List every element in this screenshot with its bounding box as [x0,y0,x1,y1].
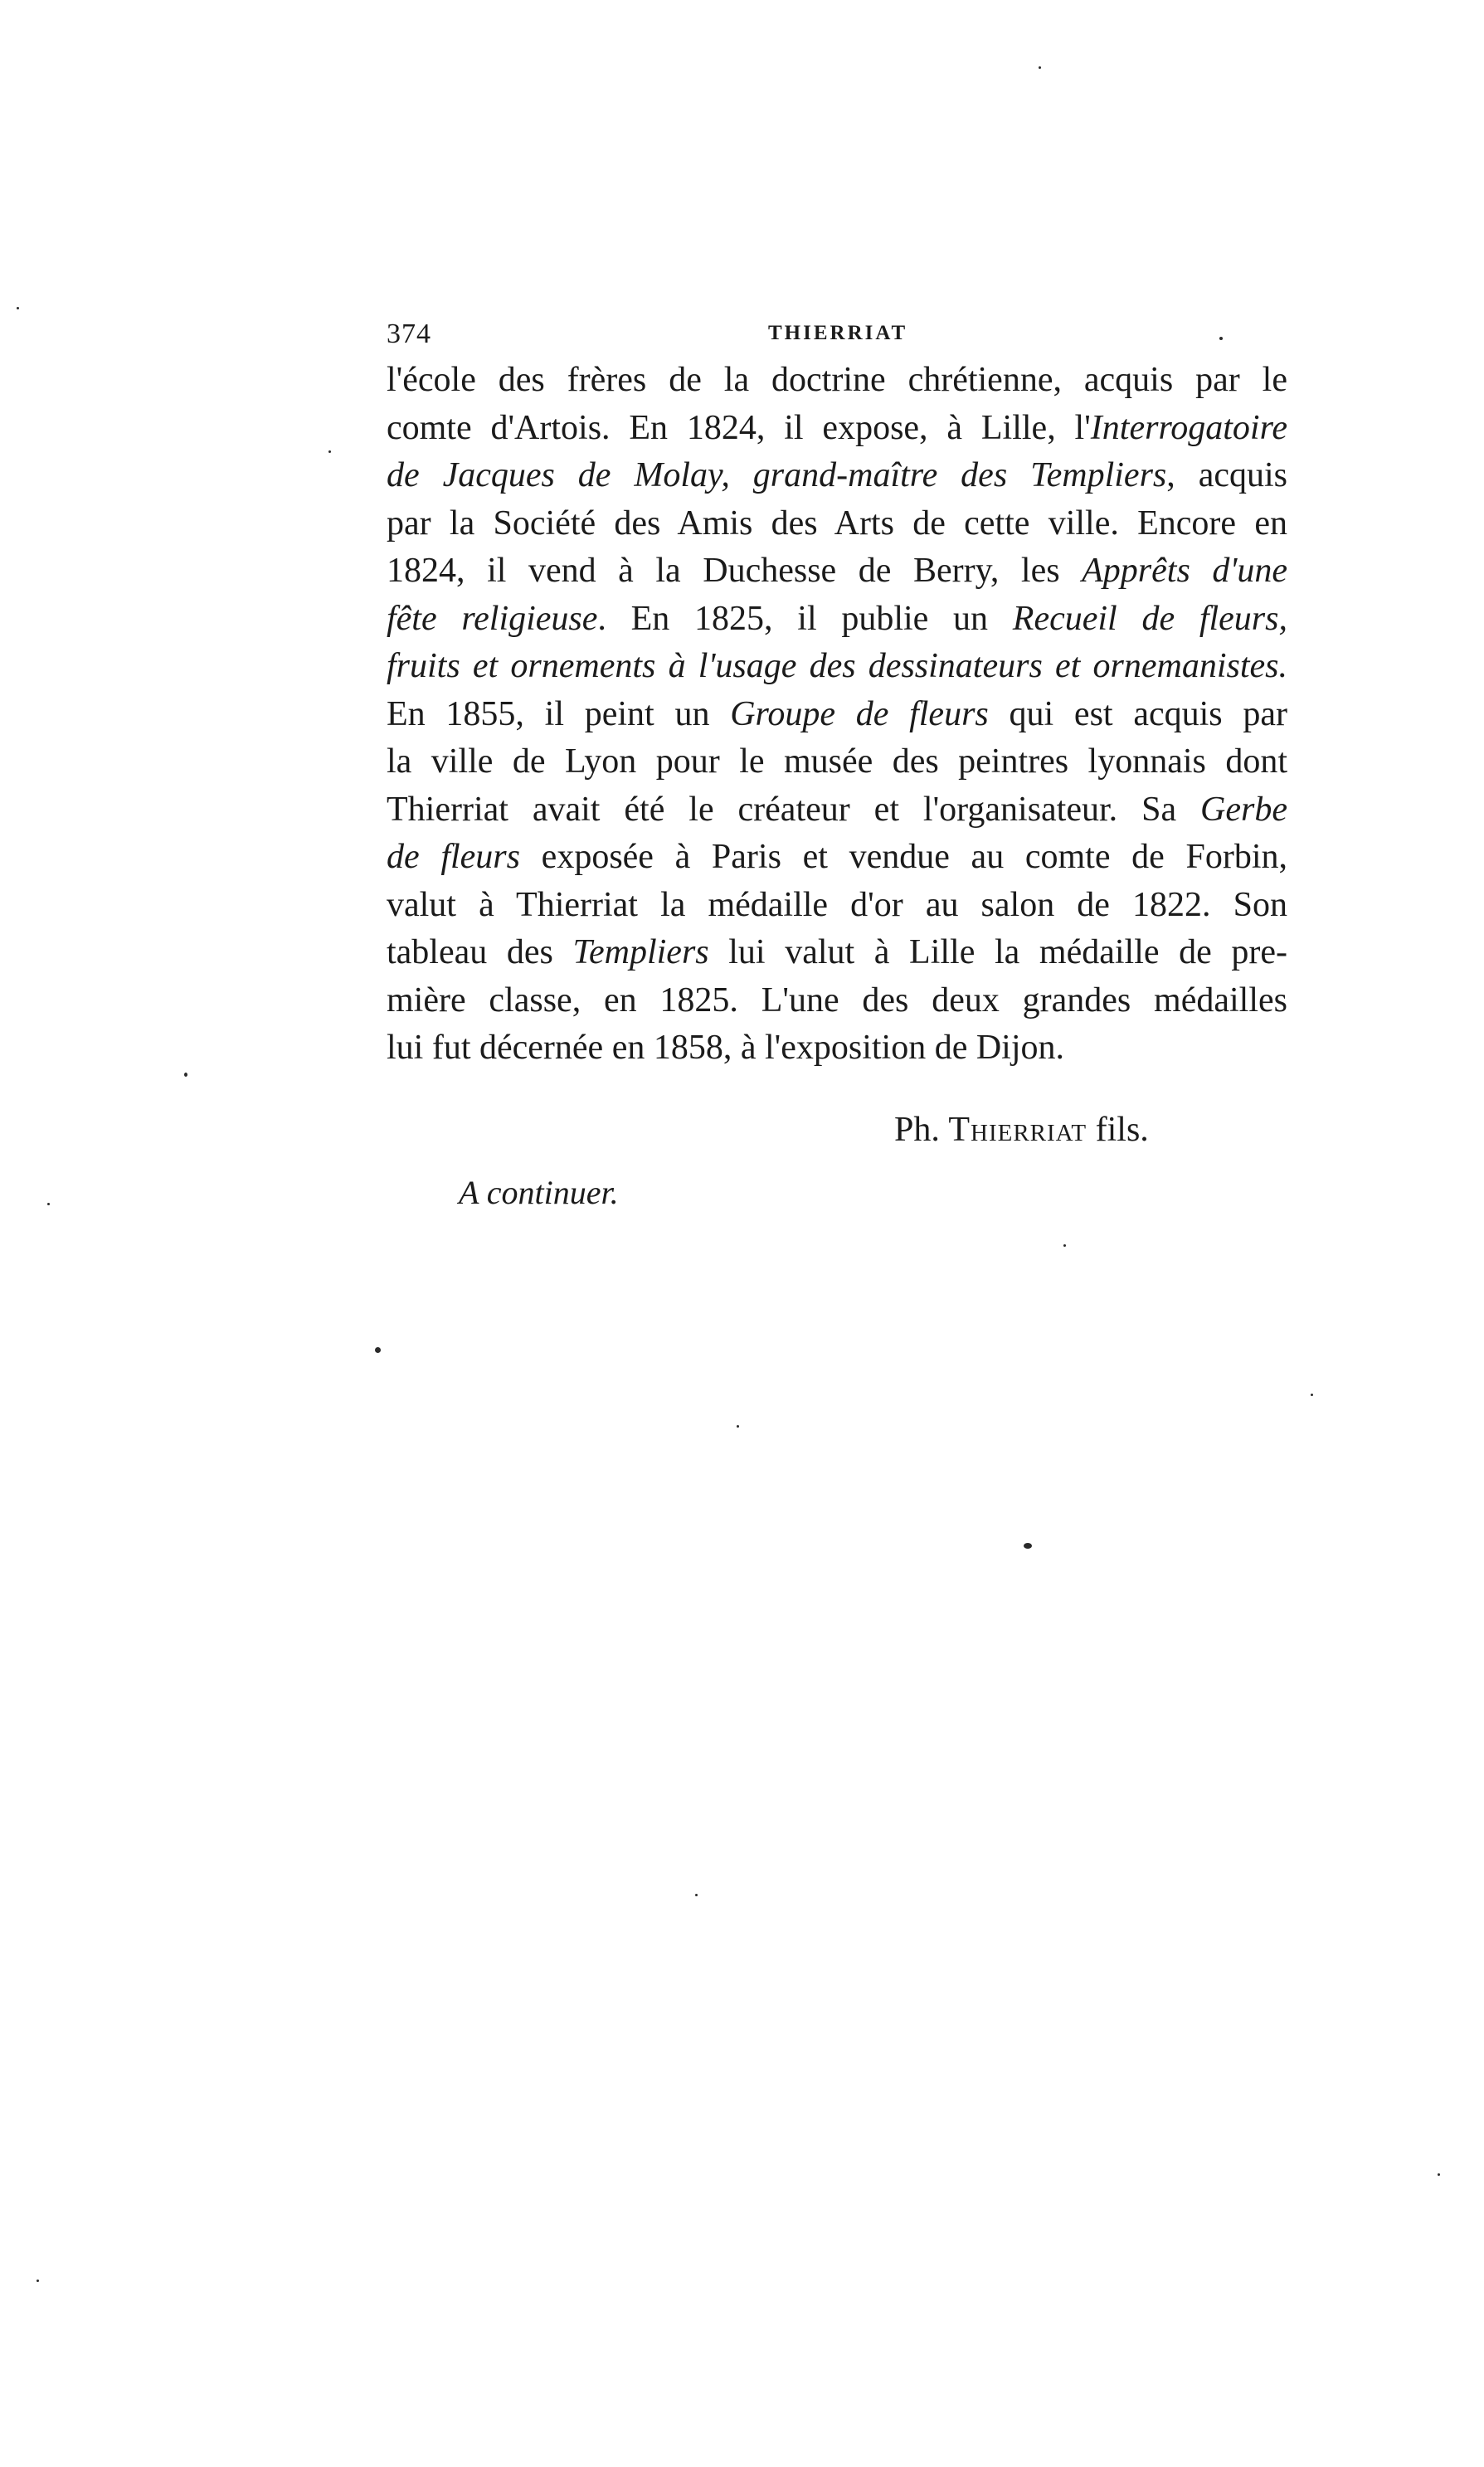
text-segment: la ville de Lyon pour le musée des peintres lyonnais dont [387,742,1287,781]
text-segment: lui fut décernée en 1858, à l'exposition de Dijon. [387,1029,1065,1067]
text-line [387,452,1287,500]
italic-text-segment: Groupe de fleurs [730,694,989,733]
scan-speck [737,1425,739,1428]
text-segment: qui est acquis par [988,694,1287,733]
text-line [387,738,1287,786]
italic-text-segment: Recueil de fleurs, [1012,599,1287,638]
scan-speck [375,1347,381,1353]
scan-speck [36,2280,39,2282]
scan-speck [1219,337,1223,340]
italic-text-segment: de fleurs [387,838,520,876]
text-segment: Thierriat avait été le créateur et l'organisateur. Sa [387,790,1201,829]
text-segment: 1824, il vend à la Duchesse de Berry, les [387,552,1083,590]
text-segment: . En 1825, il publie un [597,599,1013,638]
text-line [387,405,1287,453]
text-segment: l'école des frères de la doctrine chrétienne, acquis par le [387,361,1287,399]
scan-speck [1039,66,1041,69]
text-segment: par la Société des Amis des Arts de cette ville. Encore en [387,504,1287,543]
text-segment: , acquis [1166,456,1288,494]
signature [894,1110,1149,1150]
italic-text-segment: Apprêts d'une [1082,552,1287,590]
page-header [387,319,1282,352]
italic-text-segment: Gerbe [1200,790,1287,829]
text-segment: valut à Thierriat la médaille d'or au salon de 1822. Son [387,885,1287,924]
text-line [387,882,1287,930]
scan-speck [17,307,19,309]
text-line [387,643,1287,691]
continuation-note: A continuer. [459,1174,619,1211]
signature-surname: Thierriat [948,1111,1087,1149]
text-line [387,977,1287,1025]
text-line [387,596,1287,644]
body-paragraph [387,357,1287,1073]
text-segment: comte d'Artois. En 1824, il expose, à Lille, l' [387,408,1091,447]
scan-speck [1024,1543,1032,1549]
scan-speck [1063,1244,1066,1247]
text-segment: En 1855, il peint un [387,694,731,733]
text-segment: mière classe, en 1825. L'une des deux grandes médailles [387,980,1287,1019]
scan-speck [695,1894,698,1896]
text-line [387,357,1287,405]
text-line [387,547,1287,596]
italic-text-segment: fruits et ornements à l'usage des dessinateurs et ornemanistes. [387,647,1287,685]
text-segment: lui valut à Lille la médaille de pre- [708,933,1287,971]
text-line [387,834,1287,882]
text-line [387,786,1287,834]
page-number: 374 [387,319,431,349]
text-line [387,500,1287,548]
signature-suffix: fils. [1087,1111,1149,1149]
italic-text-segment: fête religieuse [387,599,598,638]
text-segment: tableau des [387,933,573,971]
text-segment: exposée à Paris et vendue au comte de Forbin, [520,838,1287,876]
text-line [387,929,1287,977]
scan-speck [328,450,331,453]
italic-text-segment: Templiers [572,933,709,971]
text-line [387,1024,1287,1073]
signature-prefix: Ph. [894,1111,949,1149]
scan-speck [1438,2173,1440,2176]
text-line [387,691,1287,739]
scan-speck [1311,1394,1313,1396]
scan-speck [184,1073,187,1077]
scan-speck [47,1203,50,1205]
italic-text-segment: Interrogatoire [1090,408,1287,447]
running-head: THIERRIAT [768,322,908,344]
italic-text-segment: de Jacques de Molay, grand-maître des Templiers [387,456,1167,494]
